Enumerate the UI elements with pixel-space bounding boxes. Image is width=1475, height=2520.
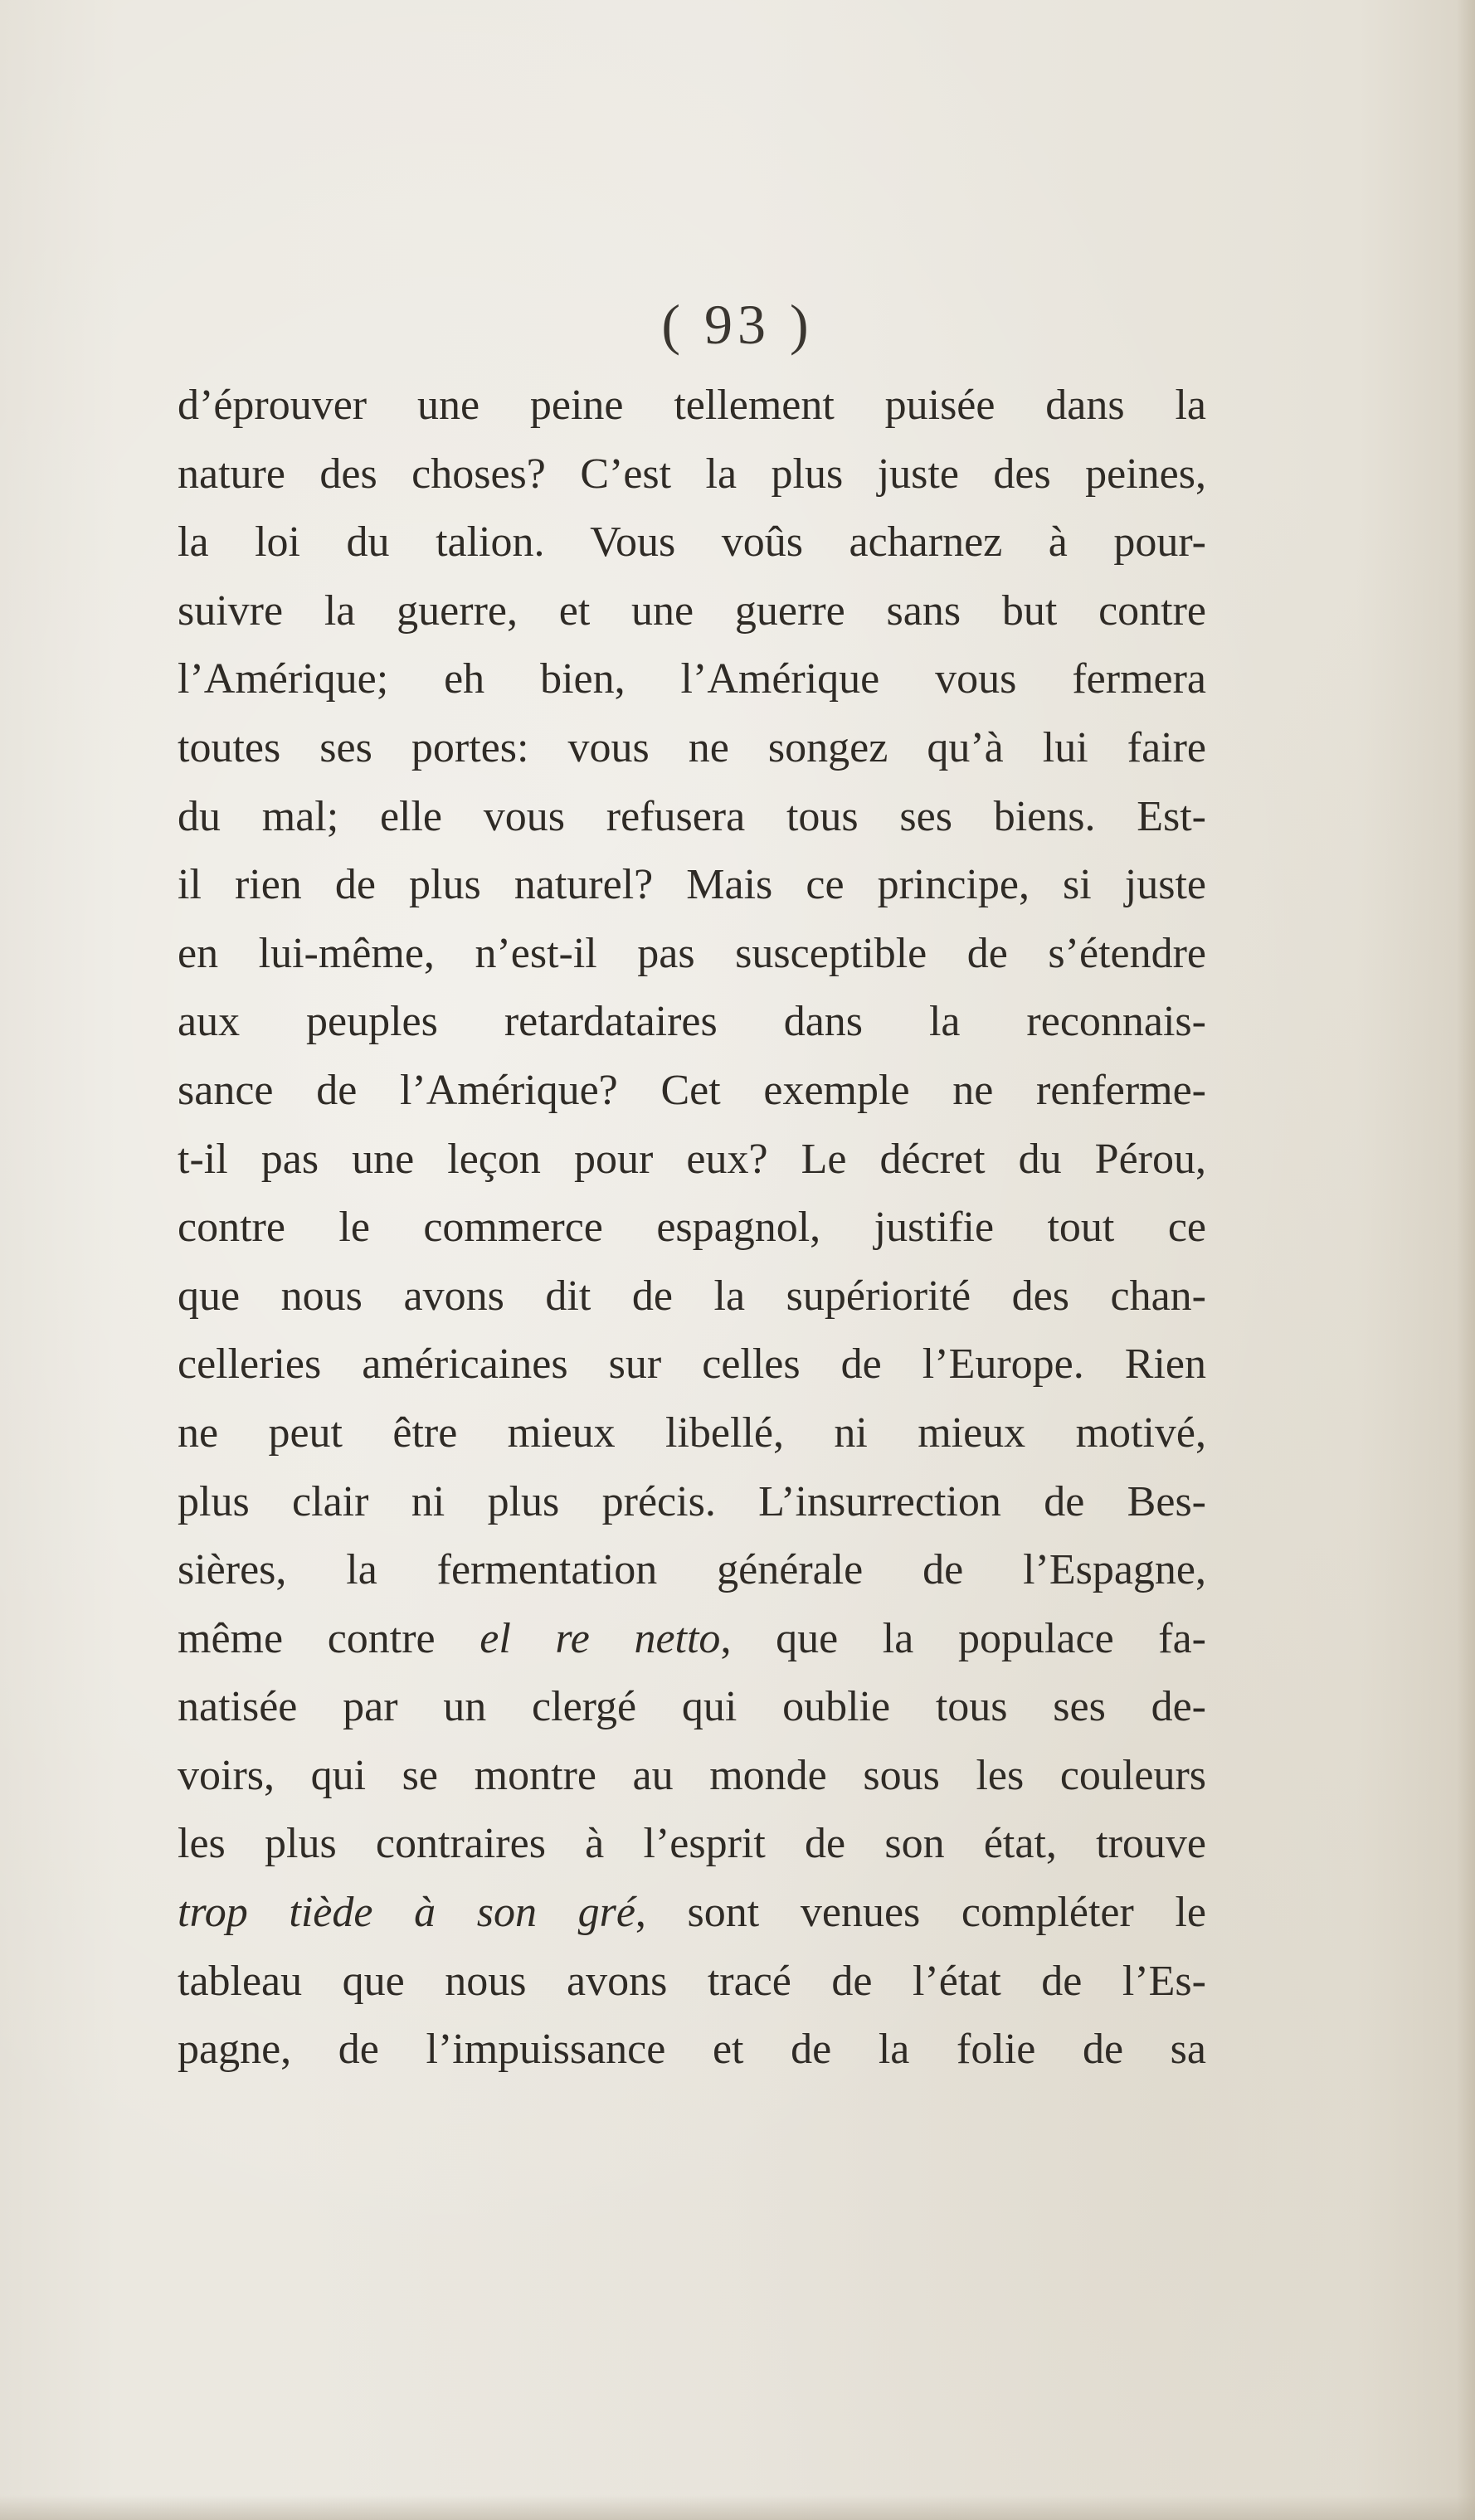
text-run: que nous avons dit de la supériorité des chan- xyxy=(178,1272,1206,1320)
text-line xyxy=(178,1810,1206,1879)
text-run: ne peut être mieux libellé, ni mieux motivé, xyxy=(178,1408,1206,1457)
text-line xyxy=(178,2016,1206,2085)
italic-text-run: el re netto xyxy=(479,1614,721,1662)
text-line xyxy=(178,577,1206,646)
text-run: plus clair ni plus précis. L’insurrection de Bes- xyxy=(178,1477,1206,1525)
text-line xyxy=(178,1605,1206,1674)
text-line xyxy=(178,1262,1206,1331)
text-run: la loi du talion. Vous voûs acharnez à pour- xyxy=(178,518,1206,567)
text-line xyxy=(178,645,1206,714)
text-run: natisée par un clergé qui oublie tous ses de- xyxy=(178,1683,1206,1731)
text-run: en lui-même, n’est-il pas susceptible de s’étendre xyxy=(178,929,1206,977)
text-run: t-il pas une leçon pour eux? Le décret du Pérou, xyxy=(178,1135,1206,1183)
text-line xyxy=(178,1057,1206,1126)
text-line xyxy=(178,920,1206,989)
text-run: sance de l’Amérique? Cet exemple ne renferme- xyxy=(178,1066,1206,1114)
text-run: , sont venues compléter le xyxy=(635,1889,1206,1937)
text-run: il rien de plus naturel? Mais ce principe, si juste xyxy=(178,861,1206,909)
text-run: d’éprouver une peine tellement puisée dans la xyxy=(178,382,1206,429)
text-run: toutes ses portes: vous ne songez qu’à lui faire xyxy=(178,723,1206,771)
text-line xyxy=(178,1468,1206,1537)
text-line xyxy=(178,440,1206,509)
text-run: tableau que nous avons tracé de l’état de l’Es- xyxy=(178,1957,1206,2005)
text-line xyxy=(178,1194,1206,1262)
text-run: voirs, qui se montre au monde sous les couleurs xyxy=(178,1751,1206,1799)
text-line xyxy=(178,1536,1206,1605)
text-run: du mal; elle vous refusera tous ses biens. Est- xyxy=(178,792,1206,840)
text-line xyxy=(178,372,1206,440)
text-run: contre le commerce espagnol, justifie tout ce xyxy=(178,1204,1206,1252)
text-run: pagne, de l’impuissance et de la folie de sa xyxy=(178,2026,1206,2074)
text-line xyxy=(178,1126,1206,1194)
page-number: ( 93 ) xyxy=(661,293,814,356)
text-run: sières, la fermentation générale de l’Espagne, xyxy=(178,1546,1206,1594)
text-line xyxy=(178,1673,1206,1742)
text-line xyxy=(178,851,1206,920)
page-bottom-shadow xyxy=(0,2495,1475,2520)
text-run: celleries américaines sur celles de l’Europe. Rien xyxy=(178,1340,1206,1389)
text-line xyxy=(178,714,1206,783)
text-run: nature des choses? C’est la plus juste des peines, xyxy=(178,450,1206,498)
text-line xyxy=(178,1879,1206,1948)
text-line xyxy=(178,1331,1206,1399)
text-run: les plus contraires à l’esprit de son état, trouve xyxy=(178,1820,1206,1868)
page-edge-shadow xyxy=(1457,0,1475,2520)
text-line xyxy=(178,783,1206,852)
text-run: suivre la guerre, et une guerre sans but contre xyxy=(178,586,1206,635)
text-line xyxy=(178,1948,1206,2016)
text-run: aux peuples retardataires dans la reconnais- xyxy=(178,998,1206,1046)
text-run: l’Amérique; eh bien, l’Amérique vous fermera xyxy=(178,655,1206,703)
text-run: même contre xyxy=(178,1614,480,1662)
text-line xyxy=(178,508,1206,577)
text-line xyxy=(178,1742,1206,1811)
text-run: , que la populace fa- xyxy=(720,1614,1206,1662)
text-line xyxy=(178,988,1206,1057)
body-text xyxy=(178,372,1206,2085)
text-line xyxy=(178,1399,1206,1468)
italic-text-run: trop tiède à son gré xyxy=(178,1889,635,1937)
